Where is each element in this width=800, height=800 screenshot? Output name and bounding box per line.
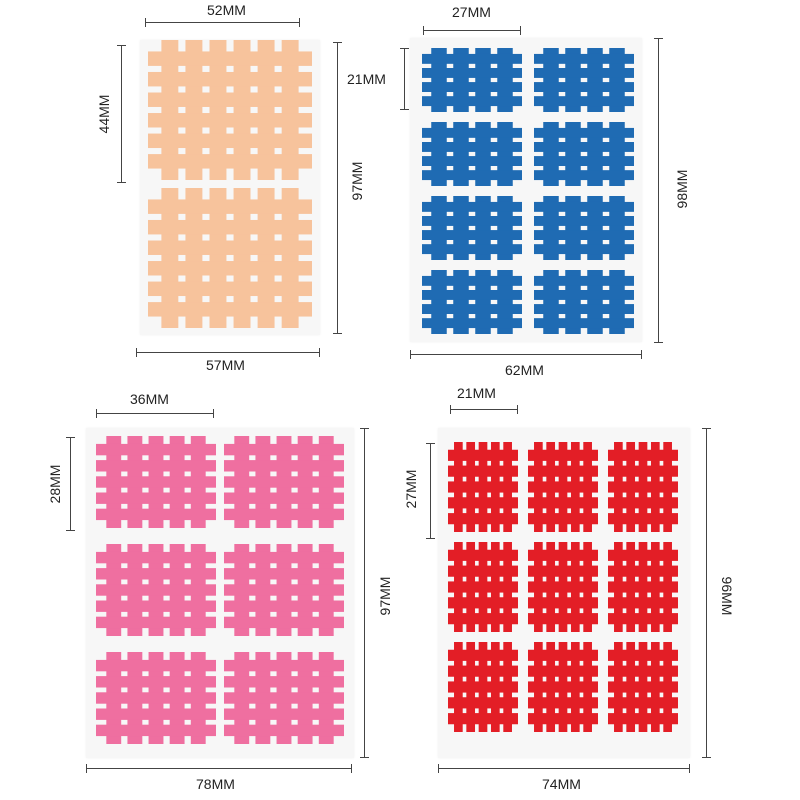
sheet-width-label: 74MM [542, 776, 581, 792]
blue-lattice-patch [534, 122, 634, 186]
beige-tape-sheet [140, 40, 320, 335]
red-lattice-patch [608, 642, 678, 732]
red-lattice-patch [608, 442, 678, 532]
patch-height-label: 27MM [403, 469, 419, 509]
blue-lattice-patch [422, 196, 522, 260]
patch-height-label: 44MM [96, 94, 112, 134]
sheet-width-label: 57MM [206, 357, 245, 373]
pink-tape-sheet [86, 428, 354, 758]
red-lattice-patch [448, 642, 518, 732]
pink-lattice-patch [96, 544, 216, 636]
red-tape-sheet [438, 428, 690, 758]
patch-height-label: 28MM [47, 464, 63, 504]
blue-lattice-patch [422, 270, 522, 334]
patch-width-label: 27MM [452, 4, 491, 20]
pink-lattice-patch [96, 436, 216, 528]
pink-lattice-patch [224, 436, 344, 528]
beige-lattice-patch [148, 40, 312, 180]
beige-lattice-patch [148, 188, 312, 328]
red-lattice-patch [448, 442, 518, 532]
sheet-width-label: 62MM [505, 362, 544, 378]
sheet-height-label: 97MM [377, 576, 393, 616]
sheet-width-label: 78MM [196, 776, 235, 792]
pink-lattice-patch [96, 652, 216, 744]
sheet-height-label: 97MM [349, 161, 365, 201]
blue-lattice-patch [534, 270, 634, 334]
patch-width-label: 52MM [207, 2, 246, 18]
blue-lattice-patch [534, 196, 634, 260]
patch-height-label: 21MM [347, 71, 386, 87]
red-lattice-patch [528, 442, 598, 532]
red-lattice-patch [528, 542, 598, 632]
patch-width-label: 36MM [130, 391, 169, 407]
red-lattice-patch [608, 542, 678, 632]
patch-width-label: 21MM [457, 385, 496, 401]
blue-lattice-patch [422, 48, 522, 112]
sheet-height-label: 98MM [674, 169, 690, 209]
blue-lattice-patch [422, 122, 522, 186]
red-lattice-patch [448, 542, 518, 632]
red-lattice-patch [528, 642, 598, 732]
pink-lattice-patch [224, 652, 344, 744]
blue-tape-sheet [410, 38, 642, 342]
sheet-height-label: 96MM [719, 576, 735, 616]
pink-lattice-patch [224, 544, 344, 636]
blue-lattice-patch [534, 48, 634, 112]
